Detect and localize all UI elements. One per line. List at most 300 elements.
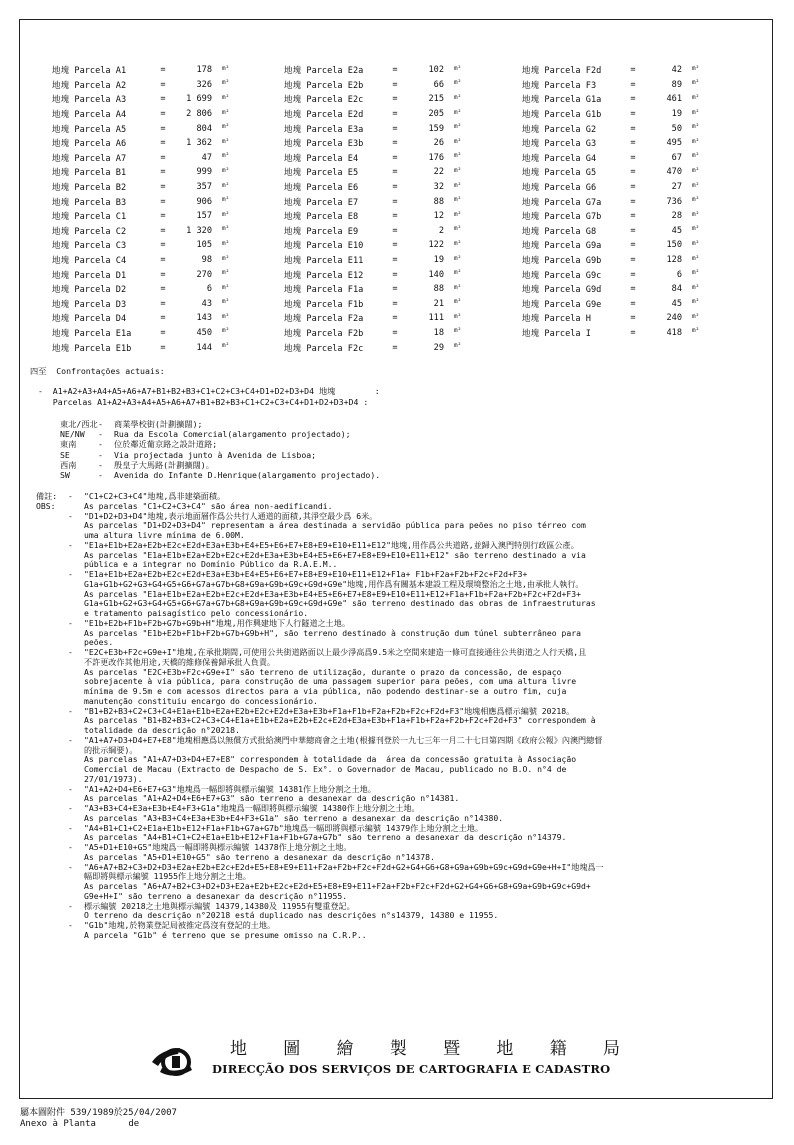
- observation-item: [68, 843, 736, 863]
- parcel-name: [52, 79, 152, 91]
- dscc-logo-icon: [150, 1040, 196, 1080]
- parcel-row: [52, 78, 242, 93]
- observation-line: "C1+C2+C3+C4"地塊,爲非建築面積。: [84, 491, 226, 501]
- parcel-unit: m²: [692, 283, 700, 291]
- parcel-row: [52, 326, 242, 341]
- parcel-unit: m²: [692, 152, 700, 160]
- observation-line: As parcelas "C1+C2+C3+C4" são área non-aedificandi.: [84, 500, 333, 511]
- observation-line: "G1b"地塊,於物業登記局被推定爲沒有登記的土地。: [84, 920, 276, 930]
- parcel-prefix: 地塊: [52, 299, 70, 310]
- parcel-area: 270: [196, 269, 212, 280]
- parcel-unit: m²: [692, 269, 700, 277]
- parcel-name: [52, 152, 152, 164]
- parcel-prefix: 地塊: [52, 139, 70, 150]
- parcel-unit: m²: [692, 79, 700, 87]
- parcel-row: [284, 165, 474, 180]
- observation-line: "A1+A2+D4+E6+E7+G3"地塊爲一幅即將與標示編號 14381作上地分割之土地。: [84, 783, 376, 794]
- parcel-prefix: 地塊: [284, 197, 302, 208]
- parcel-prefix: 地塊: [522, 80, 540, 91]
- parcel-name-value: Parcela F2b: [306, 328, 364, 339]
- parcel-row: [52, 107, 242, 122]
- observation-line: pública e a integrar no Domínio Público da R.A.E.M..: [84, 559, 338, 570]
- observation-text: [84, 804, 736, 824]
- parcel-prefix: 地塊: [522, 110, 540, 121]
- parcel-name: [52, 225, 152, 237]
- observation-item: [68, 902, 736, 922]
- parcel-name: [284, 166, 384, 178]
- observation-line: manutenção constituiu encargo do concessionário.: [84, 695, 318, 706]
- parcel-prefix: 地塊: [52, 124, 70, 135]
- parcel-prefix: 地塊: [522, 285, 540, 296]
- parcel-name: [522, 283, 622, 295]
- parcel-equals: =: [630, 240, 636, 251]
- parcel-name-value: Parcela A2: [74, 80, 127, 91]
- parcel-column-1: [52, 63, 242, 355]
- parcel-name-value: Parcela E9: [306, 226, 359, 237]
- observation-line: "A3+B3+C4+E3a+E3b+E4+F3+G1a"地塊爲一幅即將與標示編號 14380作上地分割之土地。: [84, 803, 420, 813]
- parcel-equals: =: [160, 138, 166, 149]
- confrontation-dash: -: [98, 419, 103, 429]
- observation-line: 27/01/1973).: [84, 773, 143, 784]
- observation-line: "A6+A7+B2+C3+D2+D3+E2a+E2b+E2c+E2d+E5+E8+E9+E11+F2a+F2b+F2c+F2d+G2+G4+G6+G8+G9a+G9b+G9c+G9d+G9e+H+I"地塊爲一: [84, 861, 604, 872]
- parcel-prefix: 地塊: [284, 168, 302, 179]
- parcel-area: 28: [671, 211, 682, 222]
- observation-text: [84, 843, 736, 863]
- parcel-prefix: 地塊: [522, 197, 540, 208]
- parcel-prefix: 地塊: [522, 95, 540, 106]
- parcel-equals: =: [630, 109, 636, 120]
- parcel-unit: m²: [454, 327, 462, 335]
- observation-text: [84, 512, 736, 541]
- parcel-name: [52, 196, 152, 208]
- parcel-equals: =: [392, 327, 398, 338]
- parcel-area: 470: [666, 167, 682, 178]
- parcel-name-value: Parcela A6: [74, 139, 127, 150]
- parcel-area: 1 699: [186, 94, 212, 105]
- observation-dash: -: [68, 822, 73, 833]
- parcel-unit: m²: [454, 254, 462, 262]
- parcel-name: [284, 239, 384, 251]
- organization-char: 繪: [336, 1039, 354, 1059]
- observation-item: [68, 707, 736, 736]
- parcel-name: [52, 181, 152, 193]
- parcel-equals: =: [160, 167, 166, 178]
- parcel-name-value: Parcela B3: [74, 197, 127, 208]
- parcel-name: [284, 254, 384, 266]
- parcel-row: [284, 282, 474, 297]
- observation-dash: -: [68, 861, 73, 872]
- parcel-area: 42: [671, 65, 682, 76]
- parcel-equals: =: [160, 298, 166, 309]
- parcel-row: [522, 78, 712, 93]
- parcel-unit: m²: [454, 312, 462, 320]
- parcel-row: [52, 180, 242, 195]
- observation-line: As parcelas "A1+A7+D3+D4+E7+E8" correspondem à totalidade da área da concessão gratuita à Associação: [84, 754, 577, 765]
- parcel-row: [52, 238, 242, 253]
- parcel-name-value: Parcela G5: [544, 168, 597, 179]
- parcel-prefix: 地塊: [284, 95, 302, 106]
- parcel-name: [284, 64, 384, 76]
- parcel-name-value: Parcela E8: [306, 212, 359, 223]
- parcel-prefix: 地塊: [52, 256, 70, 267]
- parcel-name-value: Parcela G9c: [544, 270, 602, 281]
- parcel-equals: =: [630, 327, 636, 338]
- parcel-area: 18: [433, 327, 444, 338]
- parcel-prefix: 地塊: [52, 328, 70, 339]
- parcel-row: [284, 209, 474, 224]
- observation-line: "A5+D1+E10+G5"地塊爲一幅即將與標示編號 14378作上地分割之土地。: [84, 842, 352, 852]
- parcel-name-value: Parcela E3b: [306, 139, 364, 150]
- parcel-prefix: 地塊: [522, 168, 540, 179]
- parcel-name: [284, 79, 384, 91]
- parcel-name: [522, 196, 622, 208]
- parcel-area: 21: [433, 298, 444, 309]
- parcel-area: 999: [196, 167, 212, 178]
- parcel-name-value: Parcela A3: [74, 95, 127, 106]
- parcel-row: [52, 340, 242, 355]
- parcel-unit: m²: [454, 298, 462, 306]
- parcel-equals: =: [392, 94, 398, 105]
- parcel-row: [522, 180, 712, 195]
- confrontation-direction: 東南: [60, 439, 77, 450]
- parcel-unit: m²: [692, 93, 700, 101]
- confrontation-dash: -: [98, 439, 103, 450]
- observation-line: "D1+D2+D3+D4"地塊,表示地面層作爲公共行人通道的面積,其淨空最少爲 6米。: [84, 510, 378, 521]
- parcel-name: [52, 283, 152, 295]
- parcel-unit: m²: [454, 283, 462, 291]
- parcel-area: 736: [666, 196, 682, 207]
- parcel-name: [522, 123, 622, 135]
- observation-line: G9e+H+I" são terreno a desanexar da descrição n°11955.: [84, 890, 348, 901]
- parcel-name-value: Parcela G2: [544, 124, 597, 135]
- parcel-prefix: 地塊: [52, 226, 70, 237]
- confrontation-text: 商業學校街(計劃擴闊);: [114, 419, 203, 429]
- parcel-equals: =: [392, 65, 398, 76]
- parcel-name-value: Parcela F1a: [306, 285, 364, 296]
- observation-text: [84, 570, 736, 619]
- parcel-name-value: Parcela C2: [74, 226, 127, 237]
- observation-text: [84, 541, 736, 570]
- parcel-area: 205: [428, 109, 444, 120]
- parcel-name: [522, 152, 622, 164]
- parcel-prefix: 地塊: [284, 212, 302, 223]
- parcel-name-value: Parcela E5: [306, 168, 359, 179]
- parcel-equals: =: [392, 298, 398, 309]
- parcel-name: [522, 166, 622, 178]
- parcel-area: 84: [671, 284, 682, 295]
- parcel-name-value: Parcela D2: [74, 285, 127, 296]
- parcel-name: [284, 108, 384, 120]
- observation-text: [84, 707, 736, 736]
- observation-dash: -: [68, 734, 73, 745]
- observation-line: G1a+G1b+G2+G3+G4+G5+G6+G7a+G7b+G8+G9a+G9b+G9c+G9d+G9e" são terreno destinado das obras de infraestruturas: [84, 598, 596, 609]
- parcel-name: [522, 181, 622, 193]
- parcel-equals: =: [160, 79, 166, 90]
- confrontation-direction: 西南: [60, 459, 77, 470]
- parcel-prefix: 地塊: [284, 183, 302, 194]
- parcel-area: 45: [671, 298, 682, 309]
- parcel-row: [284, 253, 474, 268]
- observation-item: [68, 736, 736, 785]
- observation-line: As parcelas "A1+A2+D4+E6+E7+G3" são terreno a desanexar da descrição n°14381.: [84, 793, 460, 804]
- parcel-name: [52, 342, 152, 354]
- parcel-area: 461: [666, 94, 682, 105]
- parcel-name-value: Parcela E1b: [74, 343, 132, 354]
- parcel-unit: m²: [454, 152, 462, 160]
- parcel-equals: =: [160, 269, 166, 280]
- parcel-name-value: Parcela G9d: [544, 285, 602, 296]
- parcel-area: 22: [433, 167, 444, 178]
- confrontation-row: [60, 419, 380, 429]
- parcel-row: [522, 282, 712, 297]
- observation-line: sobrejacente à via pública, para construção de uma passagem superior para peões, com uma altura livre: [84, 676, 577, 687]
- parcel-name: [52, 254, 152, 266]
- parcel-unit: m²: [222, 137, 230, 145]
- observation-line: As parcelas "A4+B1+C1+C2+E1a+E1b+E12+F1a+F1b+G7a+G7b" são terreno a desanexar da descrição n°14379.: [84, 832, 567, 843]
- parcel-equals: =: [630, 94, 636, 105]
- confrontation-row: [60, 460, 380, 470]
- parcel-unit: m²: [222, 108, 230, 116]
- observations-label-cn: 備註:: [36, 491, 58, 501]
- parcel-unit: m²: [222, 225, 230, 233]
- parcel-name-value: Parcela F2d: [544, 66, 602, 77]
- parcel-equals: =: [392, 211, 398, 222]
- parcel-equals: =: [160, 225, 166, 236]
- observation-item: [68, 541, 736, 570]
- parcel-unit: m²: [454, 93, 462, 101]
- parcel-area: 29: [433, 342, 444, 353]
- parcel-equals: =: [630, 225, 636, 236]
- parcel-name-value: Parcela E3a: [306, 124, 364, 135]
- parcel-area: 105: [196, 240, 212, 251]
- parcel-name-value: Parcela G1b: [544, 110, 602, 121]
- confrontation-row: [60, 429, 380, 439]
- observation-item: [68, 570, 736, 619]
- parcel-name: [522, 298, 622, 310]
- parcel-row: [52, 136, 242, 151]
- observation-dash: -: [68, 647, 73, 657]
- parcel-equals: =: [392, 109, 398, 120]
- parcel-equals: =: [160, 313, 166, 324]
- parcel-row: [522, 121, 712, 136]
- observation-text: [84, 902, 736, 922]
- parcel-unit: m²: [692, 108, 700, 116]
- organization-name-cn: [230, 1034, 620, 1059]
- parcel-name: [52, 269, 152, 281]
- parcel-row: [52, 267, 242, 282]
- parcel-name-value: Parcela E2b: [306, 80, 364, 91]
- parcel-row: [52, 63, 242, 78]
- parcel-prefix: 地塊: [52, 241, 70, 252]
- organization-char: 地: [496, 1039, 514, 1059]
- parcel-unit: m²: [454, 64, 462, 72]
- parcel-equals: =: [392, 240, 398, 251]
- observation-line: As parcelas "D1+D2+D3+D4" representam a área destinada a servidão pública para peões no piso térreo com: [84, 520, 586, 531]
- parcel-equals: =: [630, 65, 636, 76]
- parcel-equals: =: [160, 342, 166, 353]
- parcel-equals: =: [160, 182, 166, 193]
- parcel-area: 27: [671, 182, 682, 193]
- parcel-equals: =: [160, 327, 166, 338]
- observation-line: As parcelas "A3+B3+C4+E3a+E3b+E4+F3+G1a" são terreno a desanexar da descrição n°14380.: [84, 812, 504, 823]
- parcel-name-value: Parcela E7: [306, 197, 359, 208]
- parcel-unit: m²: [454, 108, 462, 116]
- observation-line: "E1a+E1b+E2a+E2b+E2c+E2d+E3a+E3b+E4+E5+E6+E7+E8+E9+E10+E11+E12+F1a+ F1b+F2a+F2b+F2c+F2d+F3+: [84, 569, 528, 579]
- parcel-area: 43: [201, 298, 212, 309]
- parcel-equals: =: [392, 123, 398, 134]
- parcel-row: [284, 63, 474, 78]
- parcel-name-value: Parcela I: [544, 328, 591, 339]
- parcel-area: 326: [196, 79, 212, 90]
- parcel-unit: m²: [454, 225, 462, 233]
- parcel-prefix: 地塊: [52, 168, 70, 179]
- parcel-name-value: Parcela A1: [74, 66, 127, 77]
- parcel-row: [52, 224, 242, 239]
- parcel-prefix: 地塊: [284, 241, 302, 252]
- parcel-area: 178: [196, 65, 212, 76]
- parcel-equals: =: [630, 167, 636, 178]
- parcel-area: 19: [433, 255, 444, 266]
- parcel-row: [522, 253, 712, 268]
- parcel-equals: =: [630, 123, 636, 134]
- observations-label: [36, 492, 68, 512]
- parcel-unit: m²: [454, 166, 462, 174]
- observation-line: A parcela "G1b" é terreno que se presume omisso na C.R.P..: [84, 929, 367, 940]
- parcel-name: [52, 137, 152, 149]
- parcel-area: 176: [428, 152, 444, 163]
- parcel-unit: m²: [454, 342, 462, 350]
- parcel-name-value: Parcela G6: [544, 183, 597, 194]
- parcel-area: 45: [671, 225, 682, 236]
- parcel-prefix: 地塊: [284, 343, 302, 354]
- parcel-equals: =: [630, 196, 636, 207]
- parcel-unit: m²: [222, 312, 230, 320]
- organization-char: 暨: [443, 1039, 461, 1059]
- parcel-unit: m²: [692, 196, 700, 204]
- parcel-unit: m²: [692, 239, 700, 247]
- parcel-row: [284, 340, 474, 355]
- observation-line: As parcelas "A5+D1+E10+G5" são terreno a desanexar da descrição n°14378.: [84, 851, 435, 862]
- parcel-row: [522, 326, 712, 341]
- parcel-equals: =: [392, 269, 398, 280]
- parcel-equals: =: [392, 182, 398, 193]
- parcel-column-2: [284, 63, 474, 355]
- observation-line: As parcelas "B1+B2+B3+C2+C3+C4+E1a+E1b+E2a+E2b+E2c+E2d+E3a+E3b+F1a+F1b+F2a+F2b+F2c+F2d+F3" correspondem à: [84, 715, 596, 726]
- parcel-name-value: Parcela D4: [74, 314, 127, 325]
- parcel-name: [284, 137, 384, 149]
- observation-text: [84, 736, 736, 785]
- parcel-row: [52, 165, 242, 180]
- parcel-name-value: Parcela G7a: [544, 197, 602, 208]
- parcel-row: [522, 297, 712, 312]
- observation-line: peões.: [84, 637, 114, 648]
- confrontations-table: [60, 419, 380, 480]
- parcel-prefix: 地塊: [522, 124, 540, 135]
- parcel-area: 150: [666, 240, 682, 251]
- parcel-unit: m²: [222, 79, 230, 87]
- parcel-unit: m²: [222, 210, 230, 218]
- observation-line: mínima de 9.5m e com acessos directos para a via pública, não podendo destinar-se a outro fim, cuja: [84, 686, 567, 696]
- observation-dash: -: [68, 705, 73, 716]
- parcel-prefix: 地塊: [522, 256, 540, 267]
- organization-block: [150, 1034, 640, 1094]
- observation-line: "A1+A7+D3+D4+E7+E8"地塊相應爲以無償方式批給澳門中華總商會之土地(根據刊登於一九七三年一月二十七日第四期《政府公報》內澳門總督: [84, 734, 603, 745]
- parcel-prefix: 地塊: [522, 183, 540, 194]
- parcel-area: 128: [666, 255, 682, 266]
- parcel-row: [284, 151, 474, 166]
- parcel-row: [522, 151, 712, 166]
- parcel-row: [284, 238, 474, 253]
- parcel-equals: =: [630, 138, 636, 149]
- parcel-name-value: Parcela D1: [74, 270, 127, 281]
- parcel-name: [284, 123, 384, 135]
- parcel-name-value: Parcela F3: [544, 80, 597, 91]
- parcel-row: [522, 194, 712, 209]
- parcel-area: 495: [666, 138, 682, 149]
- parcel-equals: =: [630, 298, 636, 309]
- parcel-equals: =: [160, 240, 166, 251]
- parcel-name: [284, 342, 384, 354]
- parcel-unit: m²: [222, 239, 230, 247]
- parcel-name: [284, 312, 384, 324]
- observation-dash: -: [68, 842, 73, 852]
- observation-item: [68, 619, 736, 648]
- parcel-name: [284, 196, 384, 208]
- confrontation-dash: -: [98, 429, 103, 440]
- parcel-name: [52, 239, 152, 251]
- parcel-unit: m²: [222, 152, 230, 160]
- parcel-name-value: Parcela H: [544, 314, 591, 325]
- parcel-unit: m²: [692, 64, 700, 72]
- parcel-unit: m²: [692, 298, 700, 306]
- parcel-area: 88: [433, 284, 444, 295]
- parcel-name-value: Parcela F1b: [306, 299, 364, 310]
- parcel-prefix: 地塊: [522, 299, 540, 310]
- parcel-prefix: 地塊: [284, 66, 302, 77]
- parcel-name: [522, 254, 622, 266]
- parcel-area: 50: [671, 123, 682, 134]
- parcel-name: [284, 93, 384, 105]
- parcel-row: [284, 92, 474, 107]
- parcel-equals: =: [630, 182, 636, 193]
- parcel-prefix: 地塊: [52, 95, 70, 106]
- parcel-name: [522, 312, 622, 324]
- parcel-prefix: 地塊: [52, 212, 70, 223]
- parcel-equals: =: [392, 152, 398, 163]
- organization-char: 籍: [549, 1039, 567, 1059]
- parcel-name-value: Parcela A7: [74, 153, 127, 164]
- parcel-row: [52, 194, 242, 209]
- parcel-name-value: Parcela E12: [306, 270, 364, 281]
- parcel-name: [522, 108, 622, 120]
- parcel-prefix: 地塊: [284, 226, 302, 237]
- parcel-row: [284, 78, 474, 93]
- parcel-equals: =: [160, 152, 166, 163]
- parcel-name-value: Parcela G9a: [544, 241, 602, 252]
- parcel-unit: m²: [222, 196, 230, 204]
- observation-line: e tratamento paisagístico pelo concessionário.: [84, 608, 309, 618]
- observation-line: "E2C+E3b+F2c+G9e+I"地塊,在承批期間,可使用公共街道路面以上最少淨高爲9.5米之空間來建造一條可直接通往公共街道之人行天橋,且: [84, 647, 587, 657]
- observation-line: As parcelas "E2C+E3b+F2c+G9e+I" são terreno de utilização, durante o prazo da concessão, de espaço: [84, 666, 562, 677]
- parcel-area: 240: [666, 313, 682, 324]
- observation-line: "E1a+E1b+E2a+E2b+E2c+E2d+E3a+E3b+E4+E5+E6+E7+E8+E9+E10+E11+E12"地塊,用作爲公共道路,並歸入澳門特別行政區公產。: [84, 539, 579, 550]
- parcel-unit: m²: [692, 254, 700, 262]
- parcel-prefix: 地塊: [284, 139, 302, 150]
- parcel-equals: =: [630, 152, 636, 163]
- observations-list: [68, 492, 736, 941]
- parcel-name-value: Parcela C4: [74, 256, 127, 267]
- footer-annex: [20, 1108, 177, 1130]
